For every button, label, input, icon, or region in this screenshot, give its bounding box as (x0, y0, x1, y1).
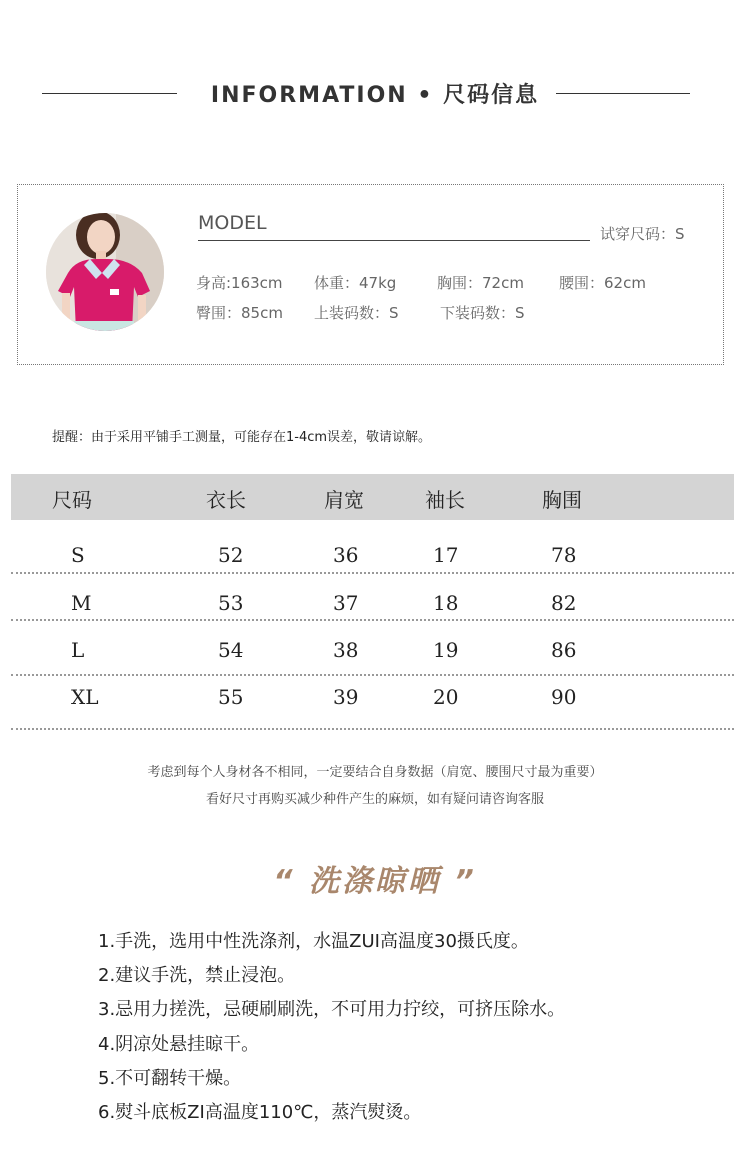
header-size: 尺码 (52, 488, 92, 512)
model-bottom-size: 下装码数：S (440, 304, 525, 322)
table-cell: 54 (218, 638, 244, 662)
header-chest: 胸围 (542, 488, 582, 512)
washing-item: 5.不可翻转干燥。 (98, 1068, 242, 1089)
model-photo (46, 213, 164, 331)
trial-size: 试穿尺码：S (600, 225, 685, 243)
header-sleeve: 袖长 (425, 488, 465, 512)
model-rule (198, 240, 590, 241)
header-rule-right (556, 93, 690, 94)
row-divider (11, 619, 734, 621)
model-hip: 臀围：85cm (196, 304, 283, 322)
table-cell: 86 (551, 638, 577, 662)
table-cell: 55 (218, 685, 244, 709)
table-cell: M (71, 591, 92, 615)
table-cell: S (71, 543, 85, 567)
table-header (11, 474, 734, 520)
row-divider (11, 674, 734, 676)
row-divider (11, 728, 734, 730)
table-cell: 52 (218, 543, 244, 567)
washing-item: 6.熨斗底板ZI高温度110℃，蒸汽熨烫。 (98, 1102, 422, 1123)
table-cell: L (71, 638, 85, 662)
model-weight: 体重：47kg (314, 274, 397, 292)
table-cell: 53 (218, 591, 244, 615)
model-waist: 腰围：62cm (559, 274, 646, 292)
washing-item: 3.忌用力搓洗，忌硬刷刷洗，不可用力拧绞，可挤压除水。 (98, 999, 566, 1020)
washing-item: 4.阴凉处悬挂晾干。 (98, 1034, 260, 1055)
table-cell: 19 (433, 638, 459, 662)
washing-item: 1.手洗，选用中性洗涤剂，水温ZUI高温度30摄氏度。 (98, 931, 529, 952)
page-title: INFORMATION • 尺码信息 (210, 83, 540, 108)
model-top-size: 上装码数：S (314, 304, 399, 322)
table-cell: 90 (551, 685, 577, 709)
fit-note-line-1: 考虑到每个人身材各不相同，一定要结合自身数据（肩宽、腰围尺寸最为重要） (147, 765, 603, 780)
model-label: MODEL (198, 212, 267, 234)
table-cell: 39 (333, 685, 359, 709)
washing-item: 2.建议手洗，禁止浸泡。 (98, 965, 296, 986)
row-divider (11, 572, 734, 574)
table-cell: 20 (433, 685, 459, 709)
table-cell: 37 (333, 591, 359, 615)
table-cell: XL (71, 685, 99, 709)
table-cell: 36 (333, 543, 359, 567)
measurement-reminder: 提醒：由于采用平铺手工测量，可能存在1-4cm误差，敬请谅解。 (52, 430, 432, 445)
table-cell: 78 (551, 543, 577, 567)
table-cell: 38 (333, 638, 359, 662)
header-length: 衣长 (206, 488, 246, 512)
model-height: 身高:163cm (196, 274, 283, 292)
washing-title: “ 洗涤晾晒 ” (273, 864, 477, 899)
table-cell: 18 (433, 591, 459, 615)
table-cell: 17 (433, 543, 459, 567)
table-cell: 82 (551, 591, 577, 615)
header-shoulder: 肩宽 (324, 488, 364, 512)
model-bust: 胸围：72cm (437, 274, 524, 292)
fit-note-line-2: 看好尺寸再购买减少种件产生的麻烦，如有疑问请咨询客服 (205, 792, 544, 807)
